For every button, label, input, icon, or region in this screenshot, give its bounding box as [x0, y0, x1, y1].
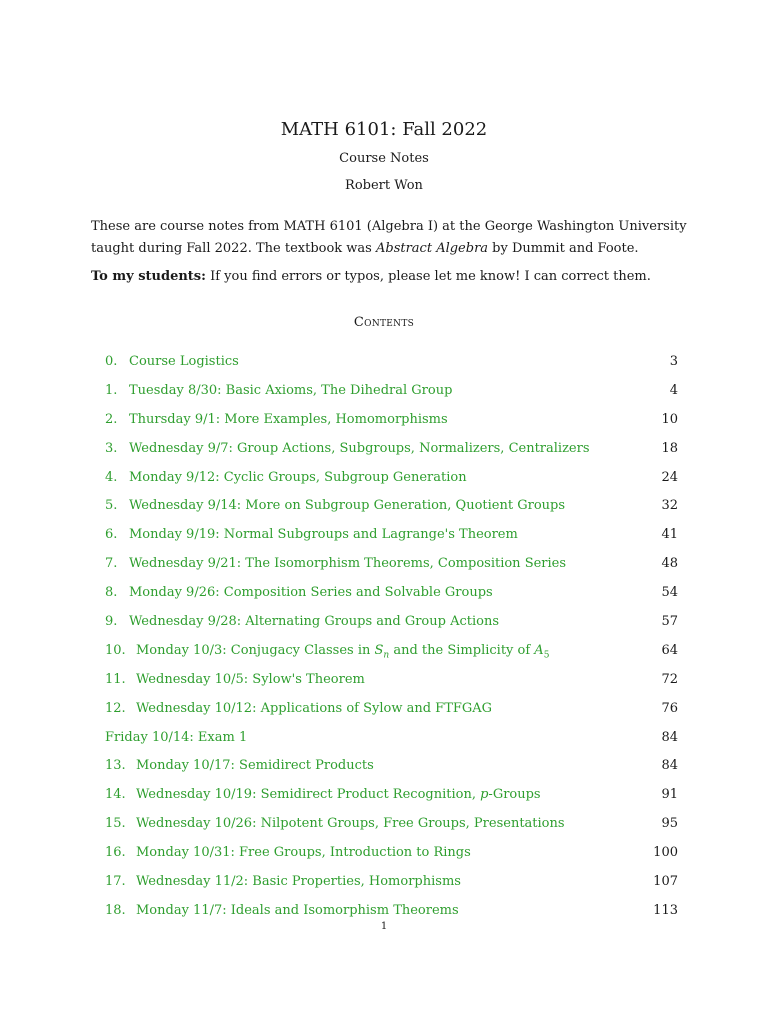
- toc-entry-number: 8.: [105, 585, 118, 601]
- toc-entry: [105, 467, 678, 496]
- toc-entry: [105, 438, 678, 467]
- toc-entry-page: 3: [669, 354, 678, 369]
- toc-entry-page: 32: [661, 498, 678, 514]
- toc-entry-link[interactable]: [105, 383, 452, 398]
- toc-entry-page: 100: [653, 845, 678, 861]
- toc-entry-link[interactable]: [105, 412, 448, 427]
- toc-entry: [105, 640, 678, 669]
- toc-entry-number: 18.: [105, 902, 126, 918]
- toc-entry-number: 1.: [105, 382, 118, 398]
- students-note-text: If you find errors or typos, please let me know! I can correct them.: [205, 269, 651, 284]
- toc-entry: [105, 351, 678, 380]
- toc-entry-page: 107: [653, 874, 678, 890]
- toc-entry-number: 12.: [105, 700, 126, 716]
- toc-entry-link[interactable]: [105, 354, 239, 369]
- toc-entry-link[interactable]: [105, 556, 566, 571]
- toc-entry-link[interactable]: [105, 672, 365, 687]
- toc-entry-page: 41: [661, 527, 678, 543]
- toc-entry-title: Thursday 9/1: More Examples, Homomorphisms: [129, 411, 448, 427]
- toc-entry: [105, 727, 678, 756]
- toc-entry: [105, 380, 678, 409]
- toc-entry-link[interactable]: [105, 701, 492, 716]
- toc-entry-link[interactable]: [105, 730, 247, 745]
- toc-entry-title: Monday 10/17: Semidirect Products: [136, 758, 374, 774]
- toc-entry-title: Monday 10/31: Free Groups, Introduction to Rings: [136, 845, 471, 861]
- toc-entry-link[interactable]: [105, 816, 565, 831]
- toc-entry-number: 3.: [105, 440, 118, 456]
- toc-entry-page: 72: [661, 671, 678, 687]
- toc-entry-title: Course Logistics: [129, 354, 239, 369]
- toc-entry: [105, 524, 678, 553]
- table-of-contents: [105, 351, 678, 929]
- toc-entry-title: Monday 9/12: Cyclic Groups, Subgroup Generation: [129, 469, 467, 485]
- toc-entry-page: 113: [653, 902, 678, 918]
- toc-entry-link[interactable]: [105, 470, 467, 485]
- toc-entry-link[interactable]: [105, 787, 541, 802]
- toc-entry: [105, 409, 678, 438]
- toc-entry: [105, 784, 678, 813]
- toc-entry-title: Wednesday 9/28: Alternating Groups and Group Actions: [129, 614, 499, 630]
- toc-entry-link[interactable]: [105, 874, 461, 889]
- students-note-label: To my students:: [91, 269, 206, 284]
- toc-entry-number: 10.: [105, 642, 126, 658]
- toc-entry: [105, 582, 678, 611]
- toc-entry-title: Wednesday 10/5: Sylow's Theorem: [136, 671, 365, 687]
- toc-entry-number: 13.: [105, 758, 126, 774]
- toc-entry-title: Wednesday 10/12: Applications of Sylow and FTFGAG: [136, 700, 493, 716]
- toc-entry-page: 4: [669, 382, 678, 398]
- toc-entry-title: Monday 11/7: Ideals and Isomorphism Theorems: [136, 902, 459, 918]
- toc-entry: [105, 611, 678, 640]
- toc-entry-number: 2.: [105, 411, 118, 427]
- toc-entry-page: 95: [661, 816, 678, 832]
- toc-entry: [105, 813, 678, 842]
- toc-entry-title: Wednesday 11/2: Basic Properties, Homorphisms: [136, 874, 461, 890]
- document-author: Robert Won: [345, 178, 423, 193]
- toc-entry-title: Monday 9/19: Normal Subgroups and Lagrange's Theorem: [129, 527, 518, 543]
- intro-text-end: by Dummit and Foote.: [488, 241, 639, 256]
- toc-entry-link[interactable]: [105, 498, 565, 513]
- toc-entry: [105, 669, 678, 698]
- toc-entry-page: 57: [661, 614, 678, 630]
- page-number: 1: [380, 921, 388, 932]
- toc-entry-number: 16.: [105, 845, 126, 861]
- toc-entry: [105, 495, 678, 524]
- toc-entry-link[interactable]: [105, 441, 590, 456]
- intro-paragraph: [91, 216, 687, 260]
- toc-entry-number: 4.: [105, 469, 118, 485]
- toc-entry-page: 10: [661, 411, 678, 427]
- toc-entry-page: 76: [661, 700, 678, 716]
- toc-entry-page: 48: [661, 556, 678, 572]
- toc-entry-title: Wednesday 9/14: More on Subgroup Generation, Quotient Groups: [129, 498, 566, 514]
- toc-entry: [105, 553, 678, 582]
- book-title: Abstract Algebra: [375, 241, 489, 256]
- toc-entry-link[interactable]: [105, 845, 471, 860]
- toc-entry-title: Wednesday 10/26: Nilpotent Groups, Free Groups, Presentations: [136, 816, 565, 832]
- toc-entry-link[interactable]: [105, 585, 493, 600]
- toc-entry-link[interactable]: [105, 758, 374, 773]
- toc-entry-page: 18: [661, 440, 678, 456]
- toc-entry-title: Monday 10/3: Conjugacy Classes in $S_n$ and the Simplicity of $A_5$: [136, 642, 550, 661]
- toc-entry-number: 11.: [105, 671, 126, 687]
- toc-entry-link[interactable]: [105, 642, 550, 661]
- toc-entry: [105, 698, 678, 727]
- toc-entry-page: 24: [661, 469, 678, 485]
- toc-entry-title: Wednesday 9/7: Group Actions, Subgroups, Normalizers, Centralizers: [129, 440, 590, 456]
- toc-entry-title: Wednesday 10/19: Semidirect Product Recognition, p-Groups: [136, 787, 541, 803]
- document-title: MATH 6101: Fall 2022: [280, 119, 488, 140]
- toc-entry-number: 6.: [105, 527, 118, 543]
- toc-entry-link[interactable]: [105, 614, 499, 629]
- toc-entry-title: Tuesday 8/30: Basic Axioms, The Dihedral Group: [129, 382, 453, 398]
- toc-entry-number: 15.: [105, 816, 126, 832]
- toc-entry-title: Friday 10/14: Exam 1: [105, 729, 248, 745]
- toc-entry-page: 91: [661, 787, 678, 803]
- toc-entry-number: 9.: [105, 614, 118, 630]
- toc-entry-title: Monday 9/26: Composition Series and Solvable Groups: [129, 585, 493, 601]
- toc-entry-number: 14.: [105, 787, 126, 803]
- toc-entry-page: 84: [661, 729, 678, 745]
- toc-entry-number: 0.: [105, 354, 118, 369]
- toc-entry-number: 7.: [105, 556, 118, 572]
- intro-text: These are course notes from MATH 6101 (Algebra I) at the George Washington University taught during Fall 2022. The textbook was: [91, 219, 687, 256]
- toc-entry-page: 84: [661, 758, 678, 774]
- toc-entry-link[interactable]: [105, 527, 518, 542]
- students-note: [91, 267, 687, 287]
- toc-entry: [105, 755, 678, 784]
- toc-entry: [105, 871, 678, 900]
- toc-entry: [105, 842, 678, 871]
- toc-entry-title: Wednesday 9/21: The Isomorphism Theorems, Composition Series: [129, 556, 567, 572]
- toc-entry-page: 64: [661, 642, 678, 658]
- toc-entry-number: 17.: [105, 874, 126, 890]
- document-subtitle: Course Notes: [339, 151, 429, 166]
- contents-heading: Contents: [353, 315, 415, 330]
- toc-entry-page: 54: [661, 585, 678, 601]
- toc-entry-number: 5.: [105, 498, 118, 514]
- toc-entry-link[interactable]: [105, 903, 459, 918]
